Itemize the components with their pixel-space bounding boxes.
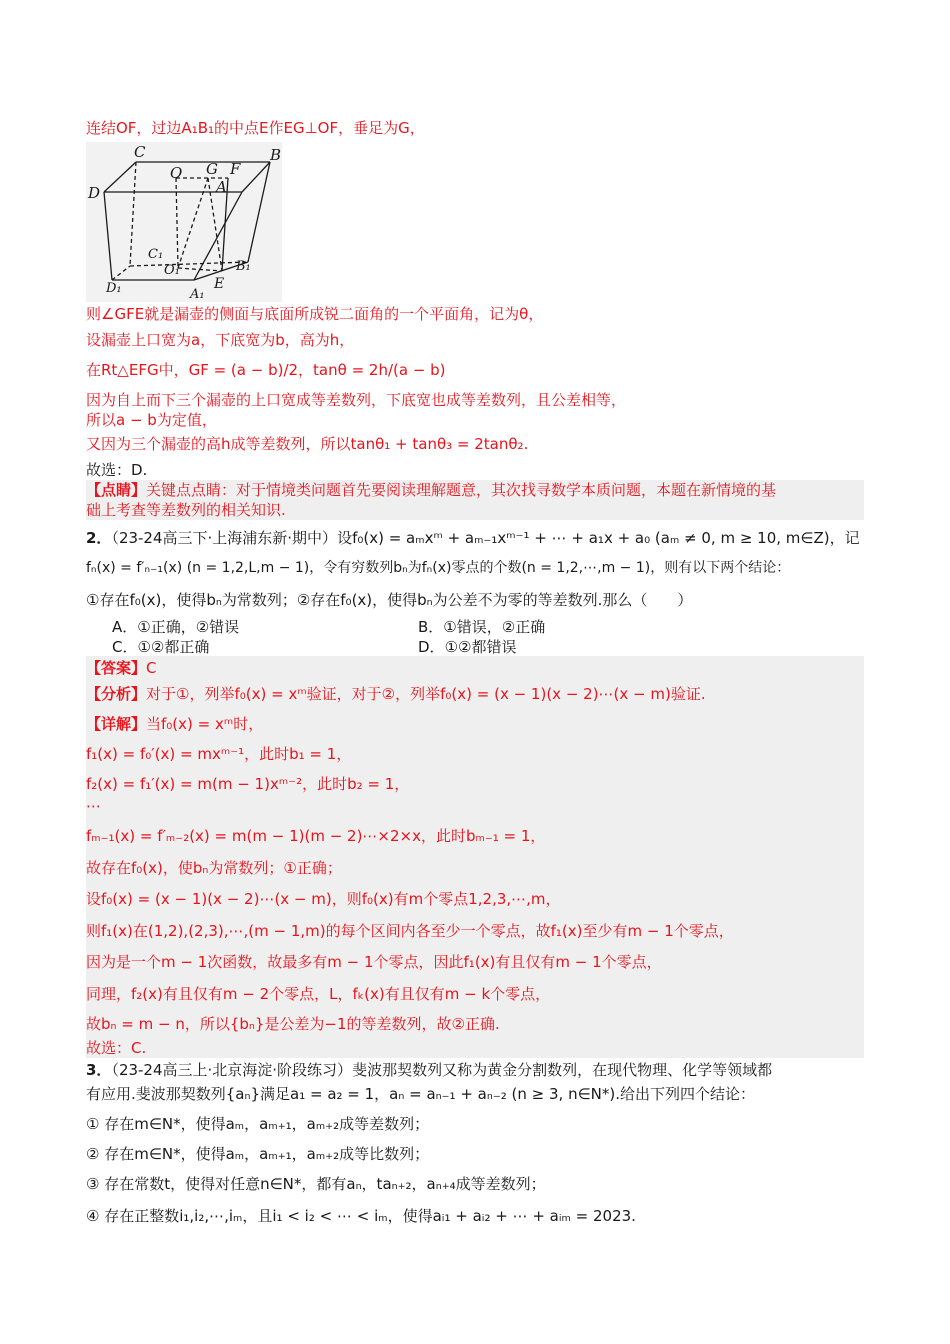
q3-stem-text-1: 斐波那契数列又称为黄金分割数列，在现代物理、化学等领域都 <box>352 1061 773 1079</box>
analysis-text: 对于①，列举f₀(x) = xᵐ验证，对于②，列举f₀(x) = (x − 1)(x − 2)⋯(x − m)验证. <box>146 685 706 703</box>
label-B1: B₁ <box>236 259 251 274</box>
label-C1: C₁ <box>148 247 164 262</box>
q2-detail-12: 故选：C. <box>86 1039 147 1057</box>
analysis-tag: 【分析】 <box>86 685 147 703</box>
q2-option-b: B．①错误，②正确 <box>418 618 546 636</box>
remark-line-2: 础上考查等差数列的相关知识. <box>86 501 286 519</box>
funnel-figure <box>86 142 282 302</box>
q2-detail-7: 设f₀(x) = (x − 1)(x − 2)⋯(x − m)，则f₀(x)有m个零点1,2,3,⋯,m， <box>86 890 561 908</box>
remark-tag: 【点睛】 <box>86 481 147 499</box>
q2-detail-9: 因为是一个m − 1次函数，故最多有m − 1个零点，因此f₁(x)有且仅有m − 1个零点， <box>86 953 662 971</box>
label-F: F <box>230 160 241 178</box>
label-O: O <box>170 164 183 182</box>
q2-detail-2: f₁(x) = f₀′(x) = mxᵐ⁻¹，此时b₁ = 1， <box>86 745 352 763</box>
label-D1: D₁ <box>106 281 122 296</box>
q2-option-c: C．①②都正确 <box>112 638 210 656</box>
q2-detail-1: 【详解】当f₀(x) = xᵐ时， <box>86 715 264 733</box>
q3-source: （23-24高三上·北京海淀·阶段练习） <box>111 1061 353 1079</box>
solution-intro: 连结OF，过边A₁B₁的中点E作EG⊥OF，垂足为G， <box>86 119 425 137</box>
q2-stem-1 <box>86 528 860 548</box>
label-O1: O₁ <box>164 263 180 278</box>
q3-stem-1 <box>86 1060 772 1080</box>
solution-line-2: 设漏壶上口宽为a，下底宽为b，高为h， <box>86 331 355 349</box>
remark-text-1: 关键点点睛：对于情境类问题首先要阅读理解题意，其次找寻数学本质问题，本题在新情境的基 <box>146 481 777 499</box>
q2-detail-8: 则f₁(x)在(1,2),(2,3),⋯,(m − 1,m)的每个区间内各至少一个零点，故f₁(x)至少有m − 1个零点， <box>86 922 734 940</box>
q3-item-1: ① 存在m∈N*，使得aₘ，aₘ₊₁，aₘ₊₂成等差数列； <box>86 1115 430 1133</box>
label-D: D <box>88 184 101 202</box>
q3-number: 3． <box>86 1061 112 1079</box>
solution-line-6: 又因为三个漏壶的高h成等差数列，所以tanθ₁ + tanθ₃ = 2tanθ₂. <box>86 435 529 453</box>
q2-detail-10: 同理，f₂(x)有且仅有m − 2个零点，L，fₖ(x)有且仅有m − k个零点， <box>86 985 551 1003</box>
detail-tag: 【详解】 <box>86 715 147 733</box>
solution-line-1: 则∠GFE就是漏壶的侧面与底面所成锐二面角的一个平面角，记为θ， <box>86 305 544 323</box>
label-C: C <box>134 143 146 161</box>
q3-item-2: ② 存在m∈N*，使得aₘ，aₘ₊₁，aₘ₊₂成等比数列； <box>86 1145 430 1163</box>
q2-detail-5: fₘ₋₁(x) = f′ₘ₋₂(x) = m(m − 1)(m − 2)⋯×2×x，此时bₘ₋₁ = 1， <box>86 827 546 845</box>
q2-source: （23-24高三下·上海浦东新·期中） <box>111 529 338 547</box>
label-G: G <box>206 160 218 178</box>
answer-value: C <box>146 659 157 677</box>
label-A: A <box>216 178 227 196</box>
solution-line-4: 因为自上而下三个漏壶的上口宽成等差数列，下底宽也成等差数列，且公差相等， <box>86 391 627 409</box>
q2-number: 2． <box>86 529 112 547</box>
q2-detail-3: f₂(x) = f₁′(x) = m(m − 1)xᵐ⁻²，此时b₂ = 1， <box>86 775 410 793</box>
remark-line-1 <box>86 480 776 500</box>
q2-detail-4: ⋯ <box>86 797 101 815</box>
q2-option-a: A．①正确，②错误 <box>112 618 240 636</box>
solution-line-3: 在Rt△EFG中，GF = (a − b)/2，tanθ = 2h/(a − b) <box>86 361 446 379</box>
q2-answer <box>86 658 157 678</box>
q2-stem-2: fₙ(x) = f′ₙ₋₁(x) (n = 1,2,L,m − 1)，令有穷数列bₙ为fₙ(x)零点的个数(n = 1,2,⋯,m − 1)，则有以下两个结论： <box>86 560 791 576</box>
label-A1: A₁ <box>190 287 205 302</box>
label-B: B <box>270 146 282 164</box>
q2-detail-11: 故bₙ = m − n，所以{bₙ}是公差为−1的等差数列，故②正确. <box>86 1015 500 1033</box>
answer-tag: 【答案】 <box>86 659 147 677</box>
q2-analysis <box>86 684 706 704</box>
q3-item-4: ④ 存在正整数i₁,i₂,⋯,iₘ，且i₁ < i₂ < ⋯ < iₘ，使得aᵢ₁ + aᵢ₂ + ⋯ + aᵢₘ = 2023. <box>86 1207 636 1225</box>
q2-stem-3: ①存在f₀(x)，使得bₙ为常数列；②存在f₀(x)，使得bₙ为公差不为零的等差数列.那么（ ） <box>86 591 693 609</box>
q2-detail-6: 故存在f₀(x)，使bₙ为常数列；①正确； <box>86 859 342 877</box>
solution-line-5: 所以a − b为定值， <box>86 411 217 429</box>
q2-stem-text-1: 设f₀(x) = aₘxᵐ + aₘ₋₁xᵐ⁻¹ + ⋯ + a₁x + a₀ (aₘ ≠ 0, m ≥ 10, m∈Z)，记 <box>337 529 860 547</box>
q3-item-3: ③ 存在常数t，使得对任意n∈N*，都有aₙ，taₙ₊₂，aₙ₊₄成等差数列； <box>86 1175 546 1193</box>
solution-choice: 故选：D. <box>86 461 148 479</box>
funnel-diagram <box>86 142 282 302</box>
q3-stem-2: 有应用.斐波那契数列{aₙ}满足a₁ = a₂ = 1，aₙ = aₙ₋₁ + aₙ₋₂ (n ≥ 3, n∈N*).给出下列四个结论： <box>86 1085 755 1103</box>
q2-option-d: D．①②都错误 <box>418 638 517 656</box>
label-E: E <box>214 276 225 292</box>
